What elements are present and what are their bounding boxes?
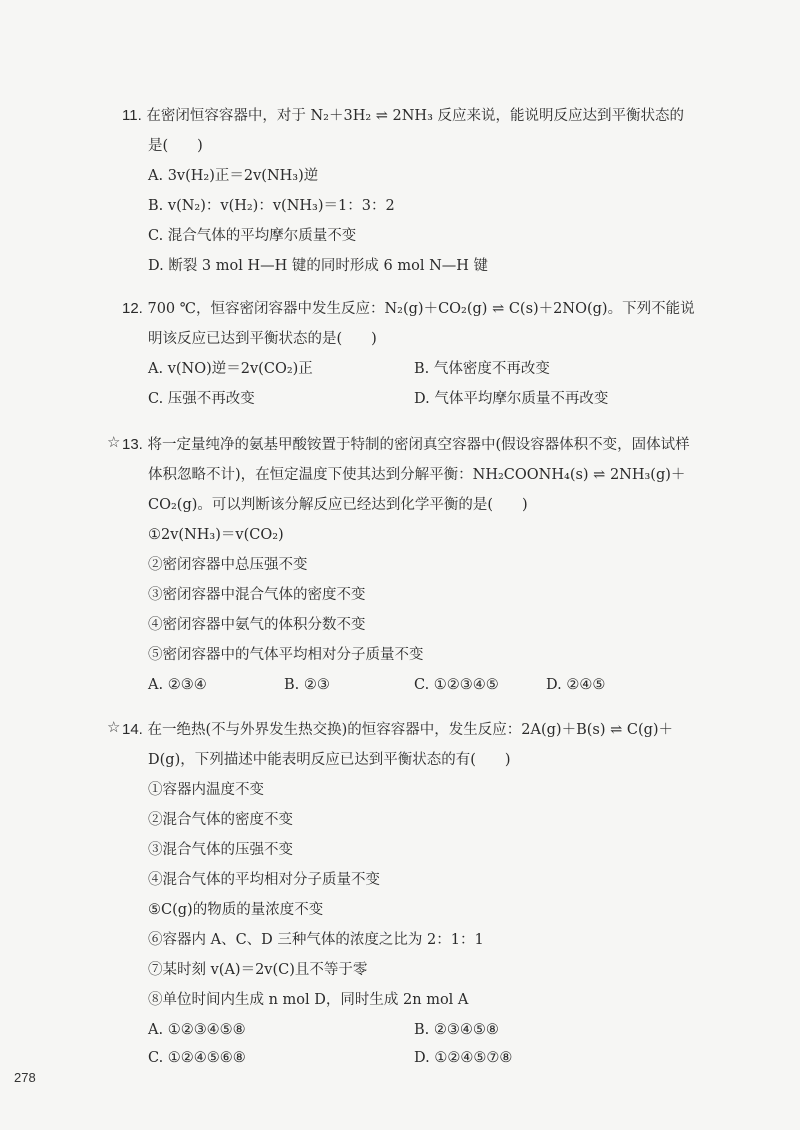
q13-option-d: D. ②④⑤ — [546, 677, 606, 693]
q13-item: ①2v(NH₃)＝v(CO₂) — [148, 527, 284, 543]
q14-item: ⑤C(g)的物质的量浓度不变 — [148, 902, 324, 918]
q14-item: ③混合气体的压强不变 — [148, 842, 293, 858]
q14-option-b: B. ②③④⑤⑧ — [414, 1022, 499, 1038]
q14-item: ⑥容器内 A、C、D 三种气体的浓度之比为 2：1：1 — [148, 932, 484, 948]
q13-option-b: B. ②③ — [284, 677, 330, 693]
q14-stem-line-2: D(g)，下列描述中能表明反应已达到平衡状态的有( ) — [148, 752, 511, 768]
q14-option-a: A. ①②③④⑤⑧ — [148, 1022, 246, 1038]
q14-stem-line-1: 14. 在一绝热(不与外界发生热交换)的恒容容器中，发生反应：2A(g)＋B(s) ⇌ C(g)＋ — [122, 721, 674, 738]
q12-option-c: C. 压强不再改变 — [148, 391, 255, 407]
star-icon: ☆ — [107, 433, 121, 451]
q14-option-c: C. ①②④⑤⑥⑧ — [148, 1050, 246, 1066]
q12-stem-line-1: 12. 700 ℃，恒容密闭容器中发生反应：N₂(g)＋CO₂(g) ⇌ C(s)＋2NO(g)。下列不能说 — [122, 300, 695, 317]
q13-stem-line-3: CO₂(g)。可以判断该分解反应已经达到化学平衡的是( ) — [148, 497, 528, 513]
q13-stem-line-1: 13. 将一定量纯净的氨基甲酸铵置于特制的密闭真空容器中(假设容器体积不变，固体试样 — [122, 436, 690, 453]
q13-item: ③密闭容器中混合气体的密度不变 — [148, 587, 366, 603]
q13-stem-line-2: 体积忽略不计)，在恒定温度下使其达到分解平衡：NH₂COONH₄(s) ⇌ 2NH₃(g)＋ — [148, 467, 686, 483]
q11-stem-line-2: 是( ) — [148, 138, 203, 154]
q14-item: ④混合气体的平均相对分子质量不变 — [148, 872, 380, 888]
q13-option-c: C. ①②③④⑤ — [414, 677, 499, 693]
q11-option-a: A. 3v(H₂)正＝2v(NH₃)逆 — [148, 168, 319, 184]
q13-option-a: A. ②③④ — [148, 677, 207, 693]
q12-option-b: B. 气体密度不再改变 — [414, 361, 550, 377]
q14-item: ⑦某时刻 v(A)＝2v(C)且不等于零 — [148, 962, 368, 978]
q14-item: ⑧单位时间内生成 n mol D，同时生成 2n mol A — [148, 992, 469, 1008]
q14-item: ①容器内温度不变 — [148, 782, 264, 798]
q11-stem-line-1: 11. 在密闭恒容容器中，对于 N₂＋3H₂ ⇌ 2NH₃ 反应来说，能说明反应达到平衡状态的 — [122, 107, 684, 124]
q11-option-b: B. v(N₂)：v(H₂)：v(NH₃)＝1：3：2 — [148, 198, 395, 214]
q13-item: ②密闭容器中总压强不变 — [148, 557, 308, 573]
q11-option-d: D. 断裂 3 mol H—H 键的同时形成 6 mol N—H 键 — [148, 258, 489, 274]
q14-item: ②混合气体的密度不变 — [148, 812, 293, 828]
q13-item: ④密闭容器中氨气的体积分数不变 — [148, 617, 366, 633]
star-icon: ☆ — [107, 718, 121, 736]
q14-option-d: D. ①②④⑤⑦⑧ — [414, 1050, 513, 1066]
q12-option-d: D. 气体平均摩尔质量不再改变 — [414, 391, 609, 407]
q12-stem-line-2: 明该反应已达到平衡状态的是( ) — [148, 331, 377, 347]
q12-option-a: A. v(NO)逆＝2v(CO₂)正 — [148, 361, 313, 377]
q11-option-c: C. 混合气体的平均摩尔质量不变 — [148, 228, 357, 244]
q13-item: ⑤密闭容器中的气体平均相对分子质量不变 — [148, 647, 424, 663]
page-number: 278 — [14, 1070, 36, 1085]
